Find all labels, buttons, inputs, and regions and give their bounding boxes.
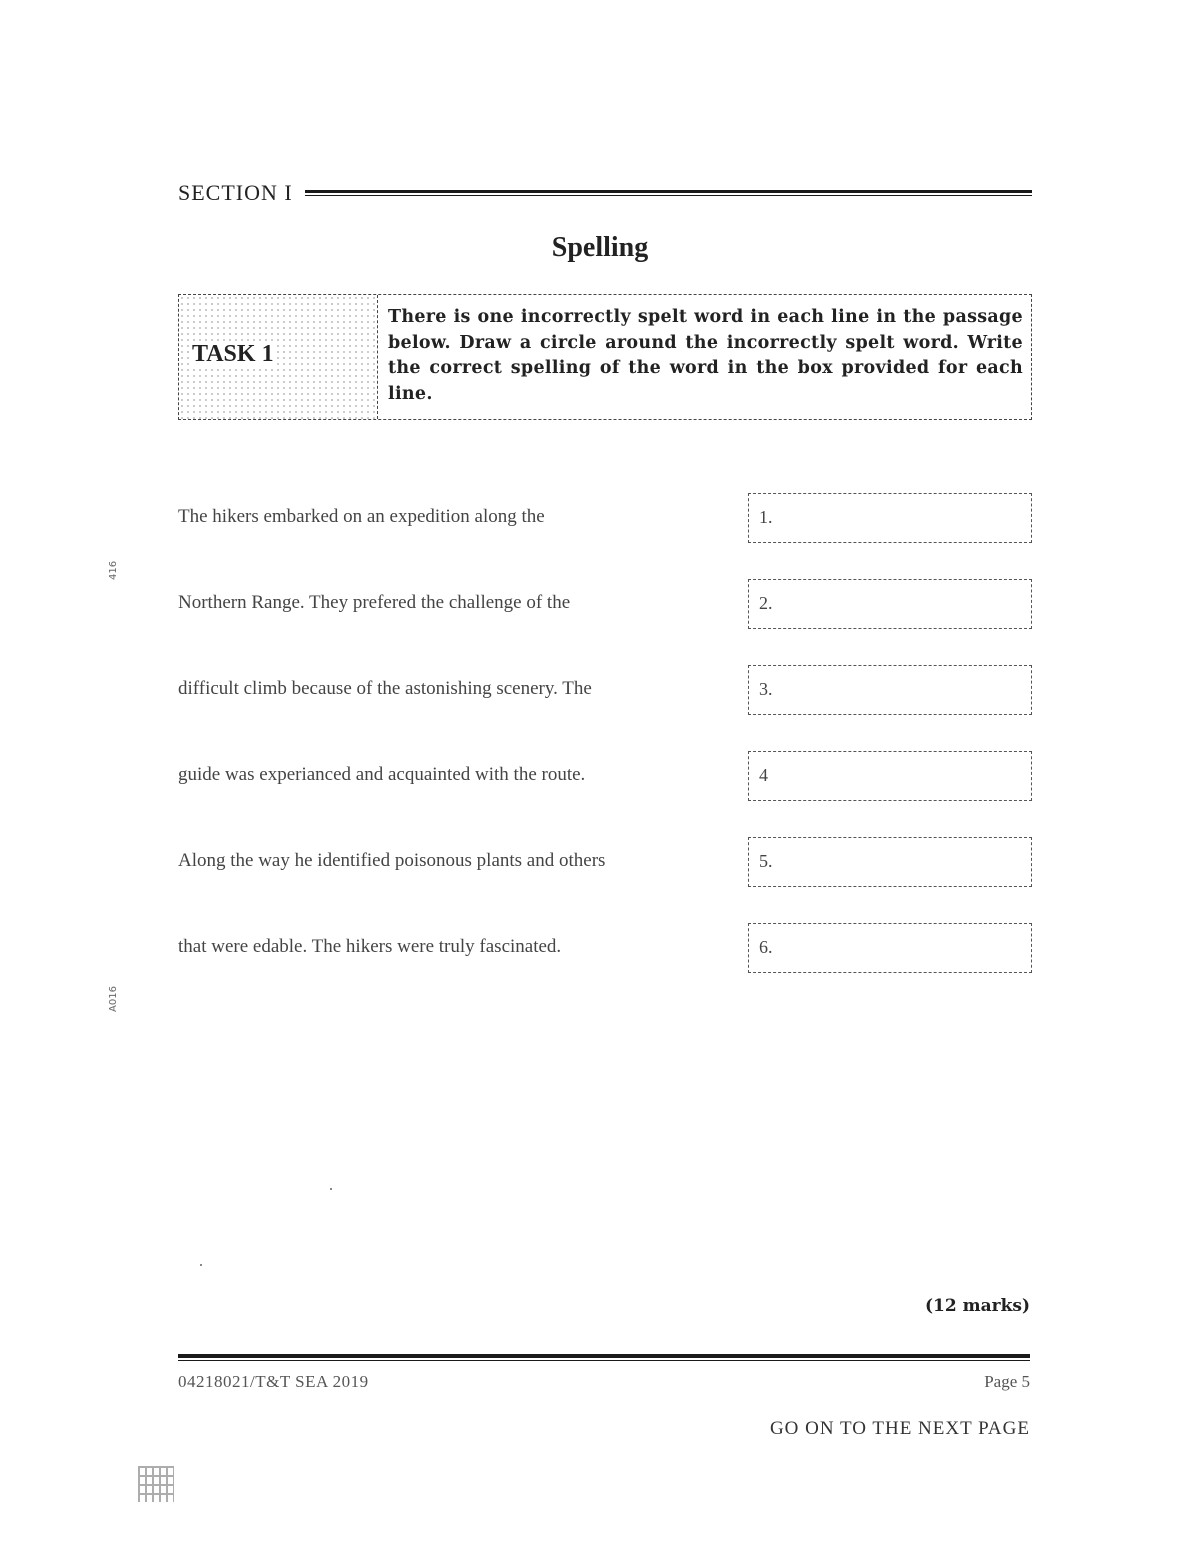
answer-number: 5. <box>759 851 773 871</box>
answer-box[interactable] <box>748 579 1032 629</box>
answer-number: 3. <box>759 679 773 699</box>
task-label-cell <box>179 295 378 419</box>
page-number: Page 5 <box>984 1372 1030 1391</box>
passage-line: difficult climb because of the astonishing scenery. The <box>178 678 592 699</box>
marks-total: (12 marks) <box>925 1296 1030 1316</box>
answer-number: 4 <box>759 765 768 785</box>
passage-line: that were edable. The hikers were truly fascinated. <box>178 936 562 957</box>
passage-line: Northern Range. They prefered the challenge of the <box>178 592 571 613</box>
section-header <box>178 178 1032 208</box>
page-title: Spelling <box>551 232 649 263</box>
task-box <box>178 294 1032 420</box>
go-on-notice: GO ON TO THE NEXT PAGE <box>769 1418 1030 1439</box>
passage-line: Along the way he identified poisonous plants and others <box>178 850 606 871</box>
section-rule <box>305 190 1032 196</box>
task-instructions: There is one incorrectly spelt word in each line in the passage below. Draw a circle around the incorrectly spelt word. Write the correct spelling of the word in the box provided for each line. <box>388 307 1023 404</box>
scan-speck <box>330 1188 332 1190</box>
answer-box[interactable] <box>748 665 1032 715</box>
answer-number: 6. <box>759 937 773 957</box>
answer-box[interactable] <box>748 923 1032 973</box>
answer-box[interactable] <box>748 493 1032 543</box>
answer-box[interactable] <box>748 837 1032 887</box>
answer-number: 2. <box>759 593 773 613</box>
passage-line: guide was experianced and acquainted with the route. <box>178 764 586 785</box>
side-mark: 416 <box>108 560 119 580</box>
section-label: SECTION I <box>178 180 293 205</box>
side-mark: A016 <box>108 986 119 1012</box>
answer-box[interactable] <box>748 751 1032 801</box>
footer-rule <box>178 1354 1030 1361</box>
answer-number: 1. <box>759 507 773 527</box>
task-label: TASK 1 <box>189 341 277 368</box>
footer-code: 04218021/T&T SEA 2019 <box>178 1372 369 1391</box>
passage-line: The hikers embarked on an expedition along the <box>178 506 545 527</box>
scan-speck <box>200 1264 202 1266</box>
qr-code-icon <box>138 1466 174 1502</box>
